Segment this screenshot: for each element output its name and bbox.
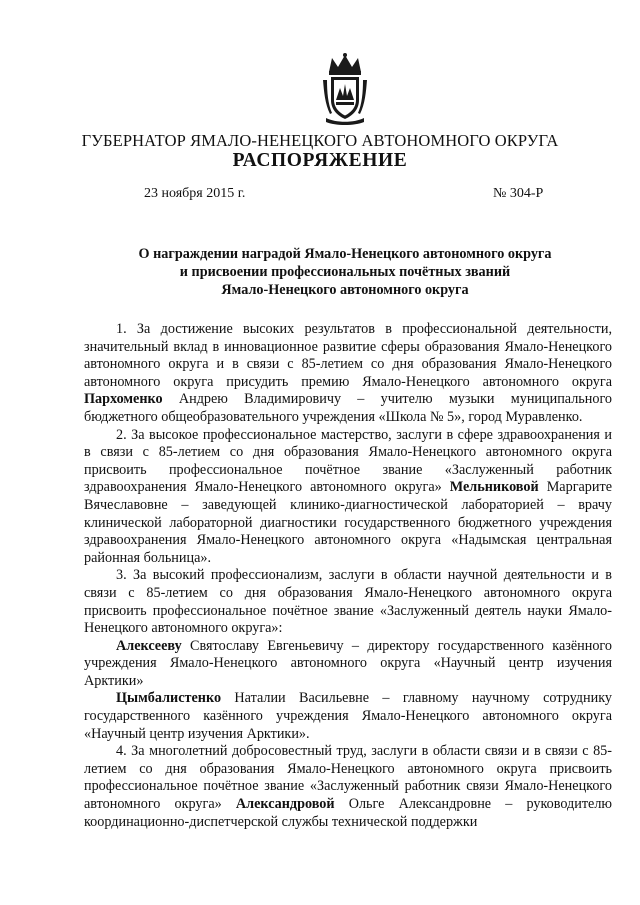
paragraph-text: 2. За высокое профессиональное мастерство, заслуги в сфере здравоохранения и в связи с 85-летием со дня образования Ямало-Ненецкого автономного округа присвоить профессиональное почётное звание «Заслуженный работник здравоохранения Ямало-Ненецкого автономного округа» <box>84 426 612 496</box>
paragraph-1 <box>84 321 612 427</box>
paragraph-text: Ольге Александровне – руководителю координационно-диспетчерской службы технической поддержки <box>84 796 613 830</box>
awardee-surname: Мельниковой <box>449 479 539 496</box>
paragraph-2 <box>84 427 612 568</box>
paragraph-3a <box>84 638 612 691</box>
paragraph-text: Андрею Владимировичу – учителю музыки муниципального бюджетного общеобразовательного учреждения «Школа № 5», город Муравленко. <box>84 391 612 425</box>
document-body <box>84 321 612 831</box>
paragraph-text: 1. За достижение высоких результатов в профессиональной деятельности, значительный вклад в инновационное развитие сферы образования Ямало-Ненецкого автономного округа и в связи с 85-летием со дня образования Ямало-Ненецкого автономного округа присудить премию Ямало-Ненецкого автономного округа <box>84 321 612 390</box>
paragraph-3 <box>84 567 612 637</box>
document-date: 23 ноября 2015 г. <box>144 186 246 201</box>
paragraph-3b <box>84 690 612 743</box>
issuer-title: ГУБЕРНАТОР ЯМАЛО-НЕНЕЦКОГО АВТОНОМНОГО ОКРУГА <box>81 131 559 150</box>
awardee-surname: Алексееву <box>116 637 182 654</box>
paragraph-4 <box>84 743 612 831</box>
heading-line: и присвоении профессиональных почётных званий <box>179 264 511 280</box>
awardee-surname: Александровой <box>235 796 335 813</box>
paragraph-text: Маргарите Вячеславовне – заведующей клинико-диагностической лабораторией – врачу клинической лабораторной диагностики государственного бюджетного учреждения здравоохранения Ямало-Ненецкого автономного округа «Надымская центральная районная больница». <box>84 479 612 566</box>
yamal-coat-of-arms-icon <box>322 52 368 126</box>
heading-line: О награждении наградой Ямало-Ненецкого автономного округа <box>138 246 552 262</box>
paragraph-text: Святославу Евгеньевичу – директору государственного казённого учреждения Ямало-Ненецкого автономного округа «Научный центр изучения Арктики» <box>84 637 612 689</box>
awardee-surname: Пархоменко <box>84 391 163 408</box>
document-heading <box>60 245 630 299</box>
paragraph-text: Наталии Васильевне – главному научному сотруднику государственного казённого учреждения Ямало-Ненецкого автономного округа «Научный центр изучения Арктики». <box>84 690 612 742</box>
document-type: РАСПОРЯЖЕНИЕ <box>232 150 408 171</box>
document-number: № 304-Р <box>493 186 544 201</box>
awardee-surname: Цымбалистенко <box>116 690 222 707</box>
heading-line: Ямало-Ненецкого автономного округа <box>221 282 469 298</box>
paragraph-text: 4. За многолетний добросовестный труд, заслуги в области связи и в связи с 85-летием со дня образования Ямало-Ненецкого автономного округа присвоить профессиональное почётное звание «Заслуженный работник связи Ямало-Ненецкого автономного округа» <box>84 743 612 813</box>
paragraph-text: 3. За высокий профессионализм, заслуги в области научной деятельности и в связи с 85-летием со дня образования Ямало-Ненецкого автономного округа присвоить профессиональное почётное звание «Заслуженный деятель науки Ямало-Ненецкого автономного округа»: <box>84 567 612 637</box>
